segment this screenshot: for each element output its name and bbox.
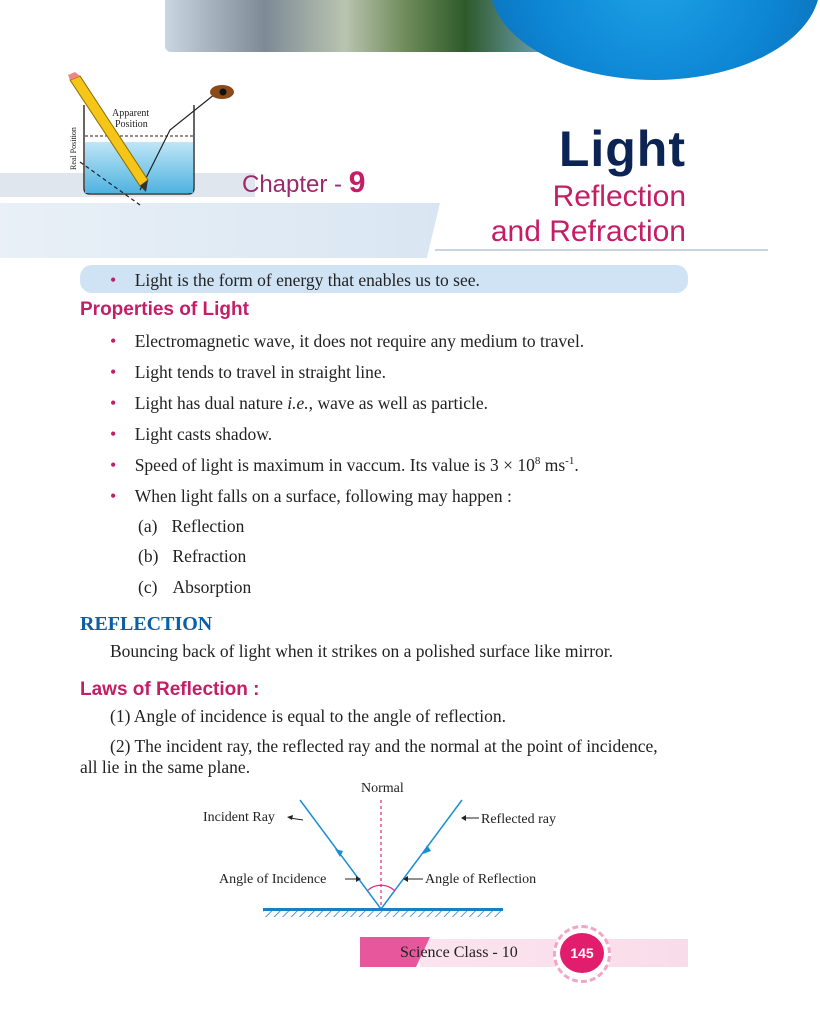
bullet-icon: • xyxy=(110,270,117,290)
sub-item: (c) Absorption xyxy=(138,577,252,597)
bullet-icon: • xyxy=(110,424,117,444)
reflection-heading: REFLECTION xyxy=(80,613,213,635)
subtitle-line-2: and Refraction xyxy=(490,215,686,248)
page-title: Light xyxy=(558,121,686,177)
reflected-ray-label: Reflected ray xyxy=(481,812,557,827)
reflected-arrow-icon xyxy=(423,845,431,854)
refraction-illustration xyxy=(60,70,250,210)
normal-label: Normal xyxy=(361,781,404,796)
apparent-label-1: Apparent xyxy=(112,108,150,119)
angle-reflection-label: Angle of Reflection xyxy=(425,872,537,887)
law-1: (1) Angle of incidence is equal to the angle of reflection. xyxy=(110,706,507,726)
reflected-ray xyxy=(381,800,462,909)
bullet-icon: • xyxy=(110,455,117,475)
incident-ray-label: Incident Ray xyxy=(203,810,275,825)
bullet-icon: • xyxy=(110,362,117,382)
law-2-line-1: (2) The incident ray, the reflected ray and the normal at the point of incidence, xyxy=(110,736,658,756)
law-2-line-2: all lie in the same plane. xyxy=(80,757,251,777)
angle-incidence-label: Angle of Incidence xyxy=(219,872,327,887)
footer-text: Science Class - 10 xyxy=(400,944,518,961)
property-item: • Light has dual nature i.e., wave as well as particle. xyxy=(110,393,488,413)
chapter-number: 9 xyxy=(348,166,366,199)
property-item: • When light falls on a surface, following may happen : xyxy=(110,486,512,506)
reflection-definition: Bouncing back of light when it strikes on a polished surface like mirror. xyxy=(110,641,614,661)
property-item: • Light casts shadow. xyxy=(110,424,273,444)
property-item: • Light tends to travel in straight line. xyxy=(110,362,386,382)
bullet-icon: • xyxy=(110,393,117,413)
properties-heading: Properties of Light xyxy=(80,299,249,320)
intro-text: Light is the form of energy that enables us to see. xyxy=(134,270,480,290)
sub-item: (a) Reflection xyxy=(138,516,245,536)
header-blue-disc xyxy=(490,0,820,80)
header-rule xyxy=(435,249,768,251)
chapter-label xyxy=(242,166,365,200)
bullet-icon: • xyxy=(110,331,117,351)
decorative-blue-band xyxy=(0,203,440,258)
mirror-hatch xyxy=(263,911,503,917)
property-item: • Speed of light is maximum in vaccum. Its value is $3 \times 10^8$ $ms^{-1}$. xyxy=(110,455,579,475)
intro-item xyxy=(110,270,480,291)
subtitle-line-1: Reflection xyxy=(552,180,686,213)
bullet-icon: • xyxy=(110,486,117,506)
reflection-diagram xyxy=(195,775,557,920)
chapter-text: Chapter - xyxy=(242,171,349,198)
real-position-label: Real Position xyxy=(69,127,78,170)
sub-item: (b) Refraction xyxy=(138,546,247,566)
laws-heading: Laws of Reflection : xyxy=(80,679,260,700)
property-item: • Electromagnetic wave, it does not require any medium to travel. xyxy=(110,331,585,351)
page-number: 145 xyxy=(560,933,604,973)
apparent-label-2: Position xyxy=(115,119,148,130)
mirror-surface xyxy=(263,908,503,911)
